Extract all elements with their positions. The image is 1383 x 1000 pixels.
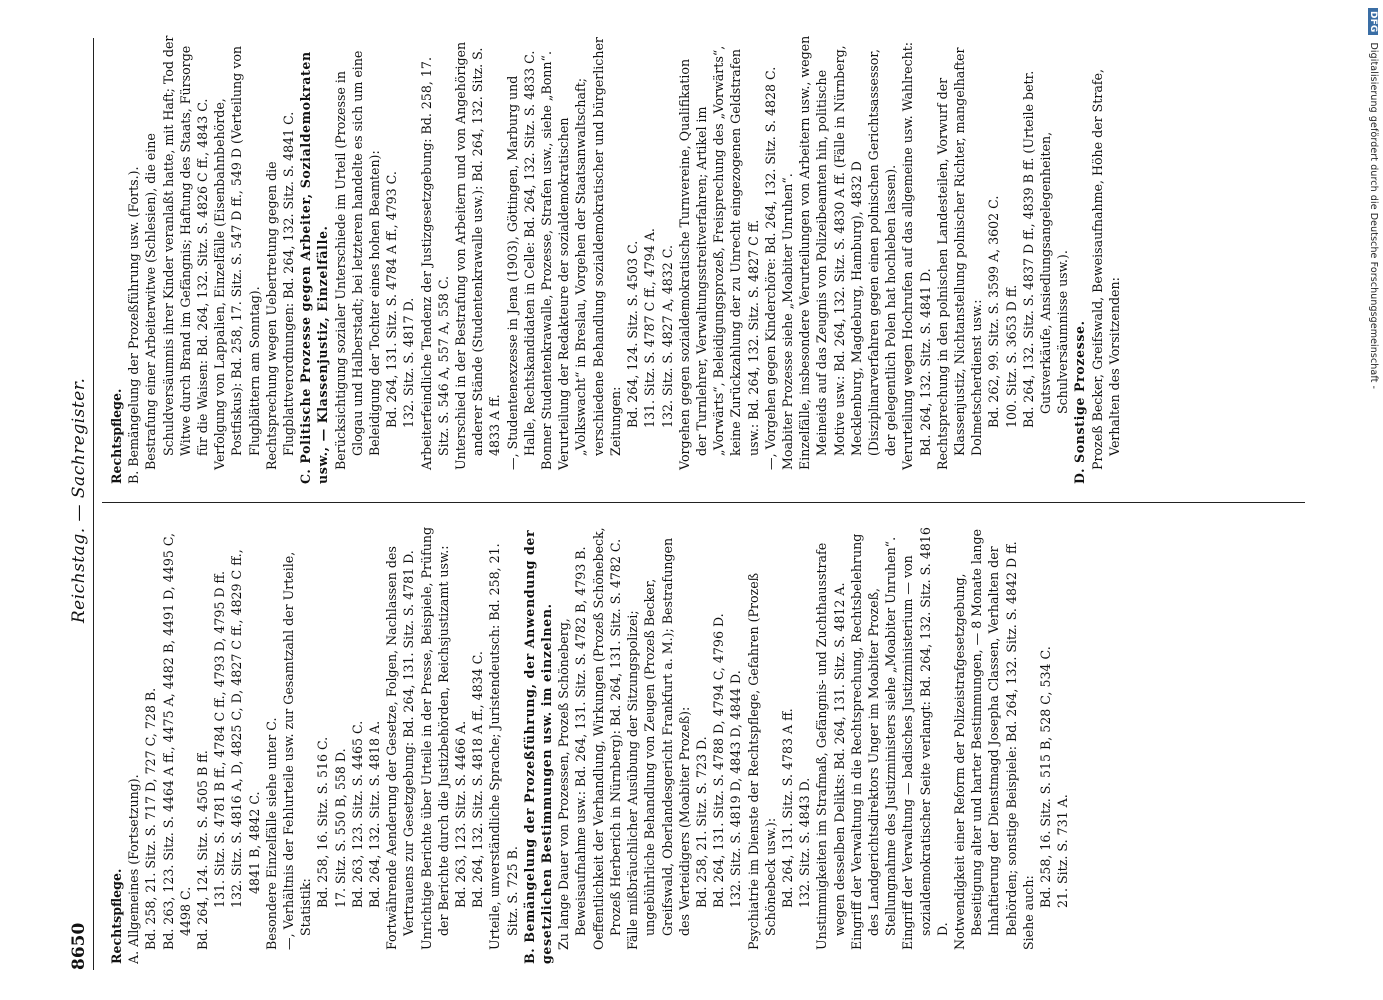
index-entry: 17. Sitz. S. 550 B, 558 D.: [332, 748, 348, 908]
page-number: 8650: [69, 922, 89, 970]
index-entry: Bd. 263, 123. Sitz. S. 4464 A ff., 4475 A, 4482 B, 4491 D, 4495 C, 4498 C.: [160, 532, 193, 950]
index-entry: Verurteilung wegen Hochrufen auf das allgemeine usw. Wahlrecht: Bd. 264, 132. Sitz. S. 4841 D.: [900, 41, 933, 470]
index-entry: Verfolgung von Lappalien, Einzelfälle (Eisenbahnbehörde, Postfiskus): Bd. 258, 17. Sitz. S. 547 D ff., 549 D (Verteilung von Flugblättern am Sonntag).: [212, 45, 262, 470]
index-entry: Oeffentlichkeit der Verhandlung, Wirkungen (Prozeß Schönebeck, Prozeß Herberich in Nürnberg): Bd. 264, 131. Sitz. S. 4782 C.: [590, 527, 623, 950]
index-entry: 131. Sitz. S. 4781 B ff., 4784 C ff., 4793 D, 4795 D ff.: [212, 571, 228, 908]
index-entry: Zu lange Dauer von Prozessen, Prozeß Schöneberg, Beweisaufnahme usw.: Bd. 264, 131. Sitz. S. 4782 B, 4793 B.: [556, 546, 589, 950]
index-entry: Moabiter Prozesse siehe „Moabiter Unruhen“.: [779, 173, 795, 470]
index-entry: 132. Sitz. S. 4817 D.: [401, 297, 417, 428]
index-entry: Urteile, unverständliche Sprache; Juristendeutsch: Bd. 258, 21. Sitz. S. 725 B.: [487, 543, 520, 950]
index-entry: Bd. 264, 124. Sitz. S. 4505 B ff.: [195, 750, 211, 950]
index-entry: Bd. 264, 132. Sitz. S. 4818 A.: [367, 720, 383, 908]
column-divider: [102, 502, 1305, 503]
page-header: [58, 38, 94, 970]
index-entry: B. Bemängelung der Prozeßführung usw. (Forts.).: [126, 166, 142, 484]
dfg-logo: DFG: [1368, 8, 1378, 35]
index-entry: Bestrafung einer Arbeiterwitwe (Schlesien), die eine Schuldversäumnis ihrer Kinder veranlaßt hatte, mit Haft; Tod der Witwe durch Brand im Gefängnis; Haftung des Staats, Fürsorge für die Waisen: Bd. 264, 132. Sitz. S. 4826 C ff., 4843 C.: [143, 35, 211, 470]
digitization-note: [1368, 8, 1379, 389]
index-entry: Einzelfälle, insbesondere Verurteilungen von Arbeitern usw., wegen Meineids auf das Zeugnis von Polizeibeamten hin, politische Motive usw.: Bd. 264, 132. Sitz. S. 4830 A ff. (Fälle in Nürnberg, Mecklenburg, Magdeburg, Hamburg), 4832 D (Disziplinarverfahren gegen einen polnischen Gerichtsassessor, der gelegentlich Polen hat hochleben lassen).: [797, 35, 899, 470]
index-entry: Bd. 264, 131. Sitz. S. 4783 A ff.: [779, 708, 795, 908]
index-entry: C. Politische Prozesse gegen Arbeiter, Sozialdemokraten usw., — Klassenjustiz, Einzelfälle.: [298, 51, 331, 484]
index-entry: Arbeiterfeindliche Tendenz der Justizgesetzgebung: Bd. 258, 17. Sitz. S. 546 A, 557 A, 558 C.: [418, 57, 451, 470]
running-title: Reichstag. — Sachregister.: [69, 377, 89, 624]
index-entry: Vorgehen gegen sozialdemokratische Turnvereine, Qualifikation der Turnlehrer, Verwaltungsstreitverfahren; Artikel im „Vorwärts“, Beleidigungsprozeß, Freisprechung des „Vorwärts“, keine Zurückzahlung der zu Unrecht eingezogenen Geldstrafen usw.: Bd. 264, 132. Sitz. S. 4827 C ff.: [676, 45, 761, 470]
index-entry: D. Sonstige Prozesse.: [1072, 320, 1088, 484]
index-entry: Bd. 258, 16. Sitz. S. 516 C.: [315, 736, 331, 908]
index-entry: Bd. 264, 131. Sitz. S. 4788 D, 4794 C, 4796 D.: [711, 613, 727, 908]
index-entry: 132. Sitz. S. 4843 D.: [797, 777, 813, 908]
index-entry: Bd. 264, 124. Sitz. S. 4503 C.: [625, 240, 641, 428]
right-column: [108, 34, 1325, 484]
index-entry: Bd. 258, 21. Sitz. S. 723 D.: [693, 736, 709, 908]
index-entry: Rechtsprechung in den polnischen Landesteilen, Vorwurf der Klassenjustiz, Nichtanstellung polnischer Richter, mangelhafter Dolmetscherdienst usw.:: [934, 47, 985, 470]
index-entry: Notwendigkeit einer Reform der Polizeistrafgesetzgebung, Beseitigung alter und harter Bestimmungen, — 8 Monate lange Inhaftierung der Dienstmagd Josepha Classen, Verhalten der Behörden; sonstige Beispiele: Bd. 264, 132. Sitz. S. 4842 D ff.: [951, 528, 1019, 950]
rotated-page: [30, 0, 1345, 1000]
index-entry: Bd. 262, 99. Sitz. S. 3599 A, 3602 C.: [986, 195, 1002, 428]
index-entry: Berücksichtigung sozialer Unterschiede im Urteil (Prozesse in Glogau und Halberstadt; bei letzteren handelte es sich um eine Beleidigung der Tochter eines hohen Beamten):: [332, 50, 383, 470]
right-column-heading: Rechtspflege.: [109, 388, 124, 484]
index-entry: 132. Sitz. S. 4819 D, 4843 D, 4844 D.: [728, 670, 744, 908]
index-entry: 131. Sitz. S. 4787 C ff., 4794 A.: [642, 228, 658, 428]
index-entry: Psychiatrie im Dienste der Rechtspflege, Gefahren (Prozeß Schönebeck usw.):: [745, 572, 778, 950]
index-entry: Bd. 264, 132. Sitz. S. 4818 A ff., 4834 C.: [470, 651, 486, 908]
index-entry: Unterschied in der Bestrafung von Arbeitern und von Angehörigen anderer Stände (Studentenkrawalle usw.): Bd. 264, 132. Sitz. S. 4833 A ff.: [453, 41, 503, 470]
index-entry: Bd. 264, 131. Sitz. S. 4784 A ff., 4793 C.: [384, 171, 400, 428]
index-entry: Bonner Studentenkrawalle, Prozesse, Strafen usw., siehe „Bonn“.: [539, 51, 555, 470]
left-column-heading: Rechtspflege.: [109, 868, 124, 964]
index-entry: Unstimmigkeiten im Strafmaß, Gefängnis- und Zuchthausstrafe wegen desselben Delikts: Bd. 264, 131. Sitz. S. 4812 A.: [814, 542, 847, 950]
index-entry: 100. Sitz. S. 3653 D ff.: [1003, 284, 1019, 428]
index-entry: Bd. 263, 123. Sitz. S. 4465 C.: [349, 720, 365, 908]
index-entry: Fälle mißbräuchlicher Ausübung der Sitzungspolizei; ungebührliche Behandlung von Zeugen (Prozeß Becker, Greifswald, Oberlandesgericht Frankfurt a. M.); Bestrafungen des Verteidigers (Moabiter Prozeß):: [625, 537, 692, 950]
digitization-text: Digitalisierung gefördert durch die Deutsche Forschungsgemeinschaft -: [1368, 42, 1379, 390]
left-column: [108, 514, 1325, 964]
index-entry: Eingriff der Verwaltung — badisches Justizministerium — von sozialdemokratischer Seite verlangt: Bd. 264, 132. Sitz. S. 4816 D.: [900, 527, 950, 950]
index-entry: Fortwährende Aenderung der Gesetze, Folgen, Nachlassen des Vertrauens zur Gesetzgebung: Bd. 264, 131. Sitz. S. 4781 D.: [384, 546, 417, 950]
index-entry: Bd. 263, 123. Sitz. S. 4466 A.: [453, 720, 469, 908]
index-entry: —, Studentenexzesse in Jena (1903), Göttingen, Marburg und Halle, Rechtskandidaten in Celle: Bd. 264, 132. Sitz. S. 4833 C.: [504, 50, 537, 470]
index-entry: Bd. 264, 132. Sitz. S. 4837 D ff., 4839 B ff. (Urteile betr. Gutsverkäufe, Ansiedlungsangelegenheiten, Schulversäumnisse usw.).: [1020, 70, 1071, 428]
index-entry: 132. Sitz. S. 4816 A, D, 4825 C, D, 4827 C ff., 4829 C ff., 4841 B, 4842 C.: [229, 549, 262, 908]
index-entry: Siehe auch:: [1020, 875, 1036, 950]
index-entry: —, Vorgehen gegen Kinderchöre: Bd. 264, 132. Sitz. S. 4828 C.: [762, 66, 778, 470]
index-entry: Besondere Einzelfälle siehe unter C.: [263, 717, 279, 950]
index-entry: Bd. 258, 16. Sitz. S. 515 B, 528 C, 534 C.: [1037, 646, 1053, 908]
index-entry: Bd. 258, 21. Sitz. S. 717 D, 727 C, 728 B.: [143, 687, 159, 950]
index-entry: 132. Sitz. S. 4827 A, 4832 C.: [659, 245, 675, 428]
index-entry: Unrichtige Berichte über Urteile in der Presse, Beispiele, Prüfung der Berichte durch die Justizbehörden, Reichsjustizamt usw.:: [418, 526, 451, 950]
index-entry: Prozeß Becker, Greifswald, Beweisaufnahme, Höhe der Strafe, Verhalten des Vorsitzenden:: [1089, 69, 1122, 470]
index-entry: 21. Sitz. S. 731 A.: [1055, 794, 1071, 908]
index-entry: A. Allgemeines (Fortsetzung).: [126, 774, 142, 964]
index-entry: B. Bemängelung der Prozeßführung, der Anwendung der gesetzlichen Bestimmungen usw. im einzelnen.: [521, 529, 555, 964]
index-entry: —, Verhältnis der Fehlurteile usw. zur Gesamtzahl der Urteile, Statistik:: [281, 551, 314, 950]
index-entry: Eingriff der Verwaltung in die Rechtsprechung, Rechtsbelehrung des Landgerichtsdirektors Unger im Moabiter Prozeß, Stellungnahme des Justizministers siehe „Moabiter Unruhen“.: [848, 533, 899, 950]
index-entry: Rechtsprechung wegen Uebertretung gegen die Flugblattverordnungen: Bd. 264, 132. Sitz. S. 4841 C.: [263, 111, 297, 470]
index-entry: Verurteilung der Redakteure der sozialdemokratischen „Volkswacht“ in Breslau, Vorgehen der Staatsanwaltschaft; verschiedene Behandlung sozialdemokratischer und bürgerlicher Zeitungen:: [556, 37, 623, 470]
